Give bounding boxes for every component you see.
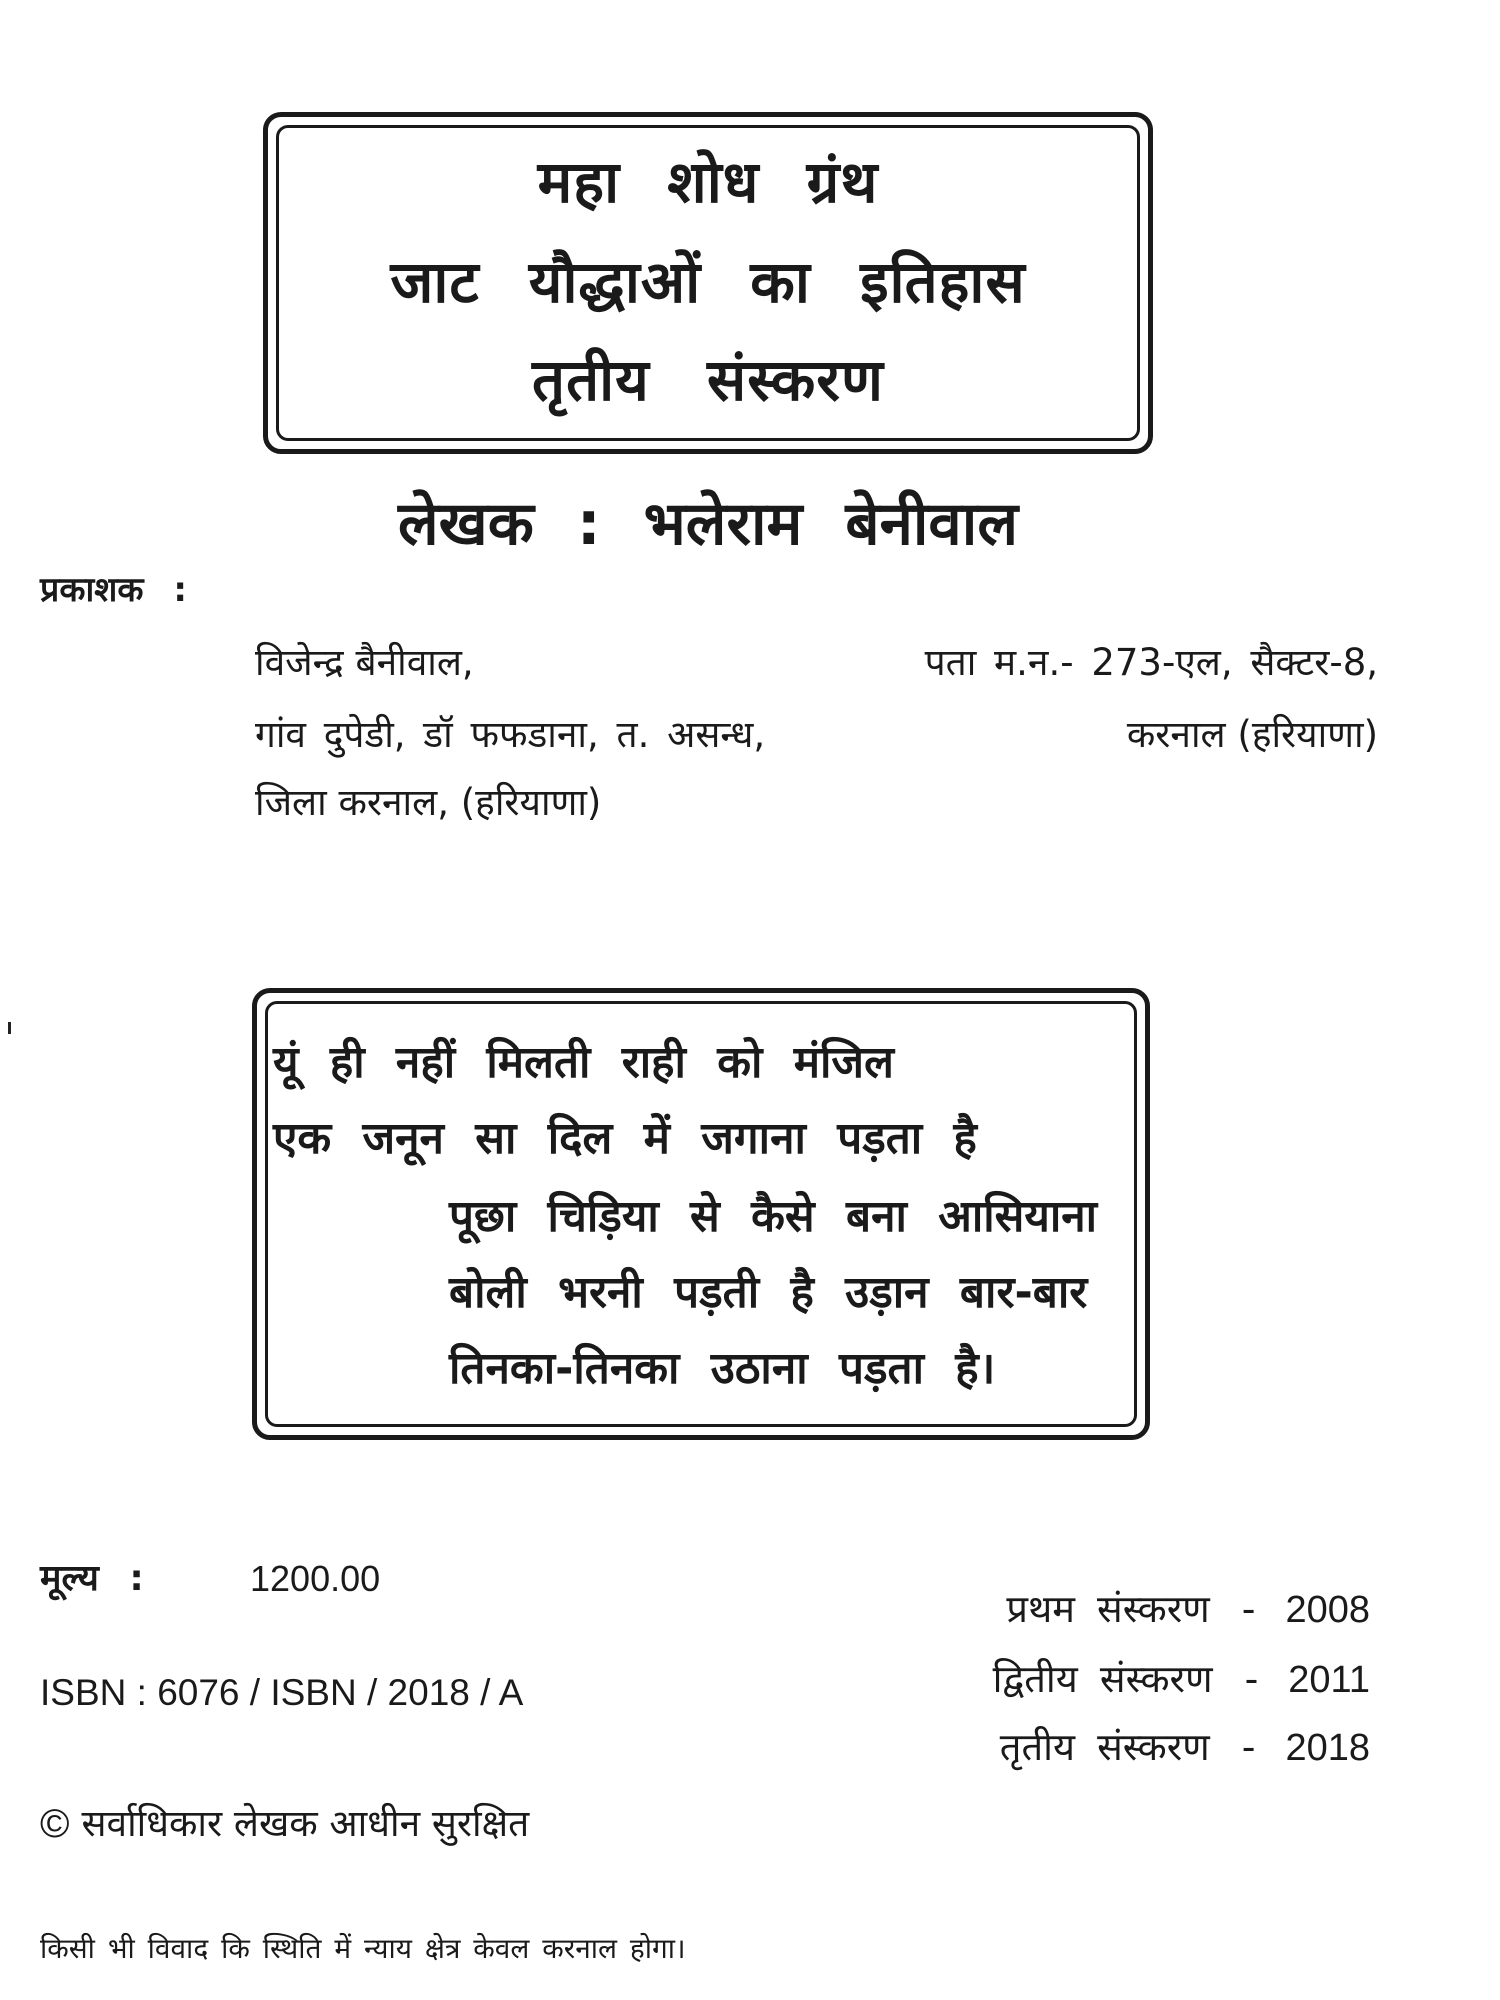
edition-year: 2011: [1288, 1659, 1370, 1701]
price-label: मूल्य :: [40, 1558, 144, 1599]
publisher-label: प्रकाशक :: [40, 570, 187, 610]
publisher-district: जिला करनाल, (हरियाणा): [255, 781, 602, 824]
edition-row-second: [993, 1654, 1370, 1705]
poem-line: एक जनून सा दिल में जगाना पड़ता है: [273, 1113, 977, 1164]
poem-line: तिनका-तिनका उठाना पड़ता है।: [449, 1343, 996, 1394]
edition-label: द्वितीय संस्करण: [992, 1657, 1213, 1701]
edition-dash: -: [1244, 1657, 1259, 1701]
edition-label: प्रथम संस्करण: [1006, 1587, 1210, 1631]
publisher-city: करनाल (हरियाणा): [1126, 713, 1378, 756]
edition-dash: -: [1241, 1725, 1256, 1769]
jurisdiction-note: किसी भी विवाद कि स्थिति में न्याय क्षेत्र केवल करनाल होगा।: [40, 1932, 686, 1965]
edition-year: 2018: [1285, 1727, 1370, 1769]
publisher-name: विजेन्द्र बैनीवाल,: [255, 641, 474, 684]
book-title: जाट यौद्धाओं का इतिहास: [390, 248, 1026, 316]
poem-line: यूं ही नहीं मिलती राही को मंजिल: [273, 1037, 894, 1088]
poem-line: पूछा चिड़िया से कैसे बना आसियाना: [449, 1191, 1098, 1242]
copyright-icon: ©: [40, 1802, 70, 1846]
poem-box: [252, 988, 1150, 1440]
edition-dash: -: [1241, 1587, 1256, 1631]
edition-row-first: [1006, 1584, 1370, 1635]
copyright-text: सर्वाधिकार लेखक आधीन सुरक्षित: [81, 1802, 530, 1845]
edition-row-third: [1000, 1722, 1370, 1773]
isbn-number: ISBN : 6076 / ISBN / 2018 / A: [40, 1672, 524, 1713]
poem-line: बोली भरनी पड़ती है उड़ान बार-बार: [449, 1267, 1088, 1318]
copyright-notice: [40, 1800, 529, 1848]
edition-year: 2008: [1285, 1589, 1370, 1631]
edition-label: तृतीय संस्करण: [999, 1725, 1210, 1769]
edition-title: तृतीय संस्करण: [532, 346, 884, 414]
price-value: 1200.00: [250, 1558, 381, 1599]
book-series-title: महा शोध ग्रंथ: [537, 148, 879, 216]
author-line: लेखक : भलेराम बेनीवाल: [398, 489, 1018, 559]
publisher-address: पता म.न.- 273-एल, सैक्टर-8,: [924, 641, 1378, 684]
scan-speck: [8, 1022, 11, 1034]
publisher-village: गांव दुपेडी, डॉ फफडाना, त. असन्ध,: [255, 713, 766, 756]
title-box: [263, 112, 1153, 454]
